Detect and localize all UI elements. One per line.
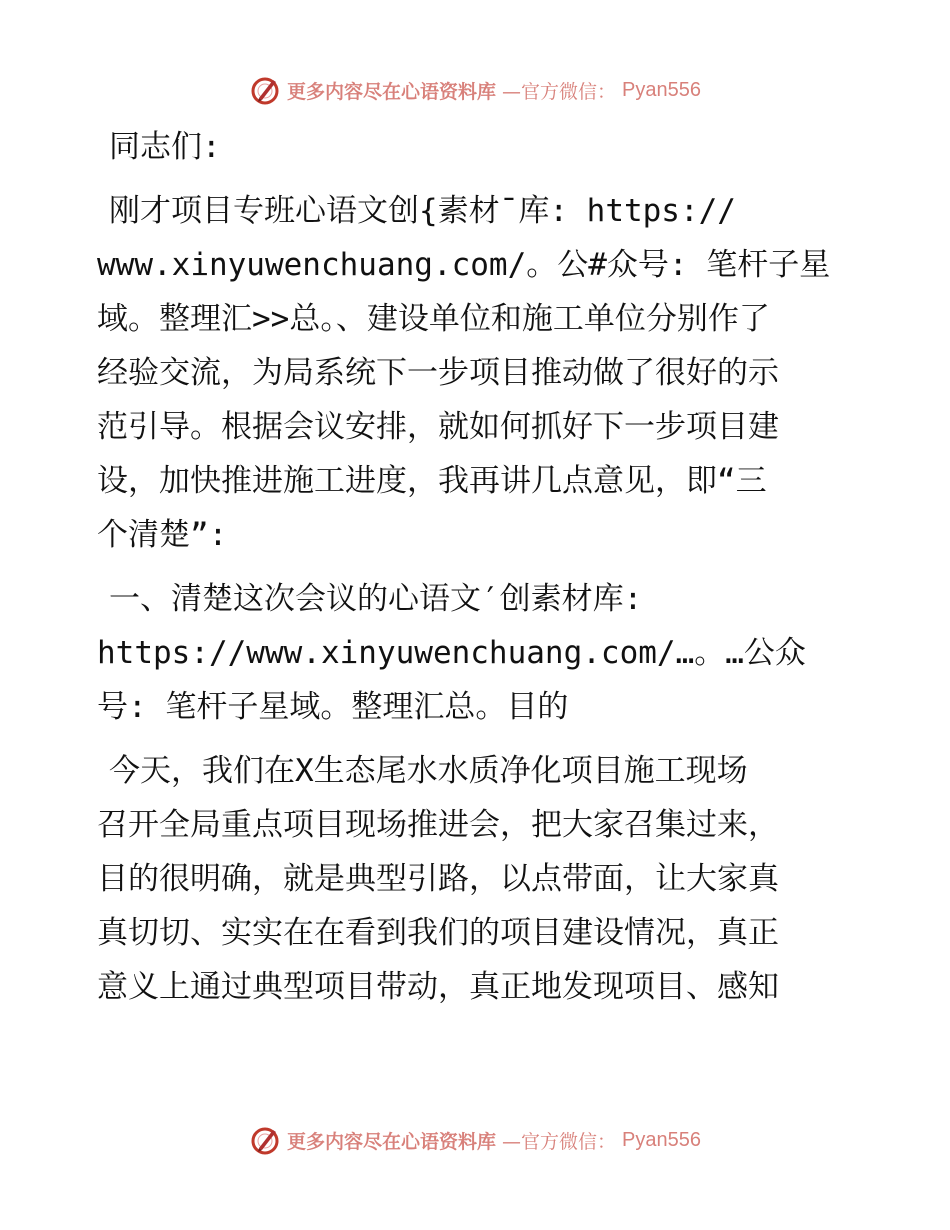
header-banner-id-text: Pyan556 <box>622 78 701 101</box>
paragraph-intro: 刚才项目专班心语文创{素材¯库: https:// www.xinyuwenchuang.com/。公#众号: 笔杆子星 域。整理汇>>总。、建设单位和施工单位分别作了 经验交流，为局系统下一步项目推动做了很好的示 范引导。根据会议安排，就如何抓好下一步项目建 设，加快推进施工进度，我再讲几点意见，即“三 个清楚”: <box>97 193 831 553</box>
paragraph-section-heading: 一、清楚这次会议的心语文′创素材库: https://www.xinyuwenchuang.com/…。…公众 号: 笔杆子星域。整理汇总。目的 <box>97 581 806 725</box>
footer-banner-id-text: Pyan556 <box>622 1128 701 1151</box>
header-banner-sep-text: —官方微信： <box>502 80 617 103</box>
footer-banner-main-text: 更多内容尽在心语资料库 <box>287 1130 497 1153</box>
document-body <box>97 120 857 1024</box>
paragraph-salutation: 同志们: <box>109 129 221 165</box>
footer-watermark-banner <box>0 1120 950 1160</box>
pen-logo-icon <box>249 74 281 106</box>
footer-banner-sep-text: —官方微信： <box>502 1130 617 1153</box>
header-banner-main-text: 更多内容尽在心语资料库 <box>287 80 497 103</box>
pen-logo-icon <box>249 1124 281 1156</box>
paragraph-body: 今天，我们在X生态尾水水质净化项目施工现场 召开全局重点项目现场推进会，把大家召集过来， 目的很明确，就是典型引路，以点带面，让大家真 真切切、实实在在看到我们的项目建设情况，真正 意义上通过典型项目带动，真正地发现项目、感知 <box>97 753 779 1005</box>
header-watermark-banner <box>0 70 950 110</box>
